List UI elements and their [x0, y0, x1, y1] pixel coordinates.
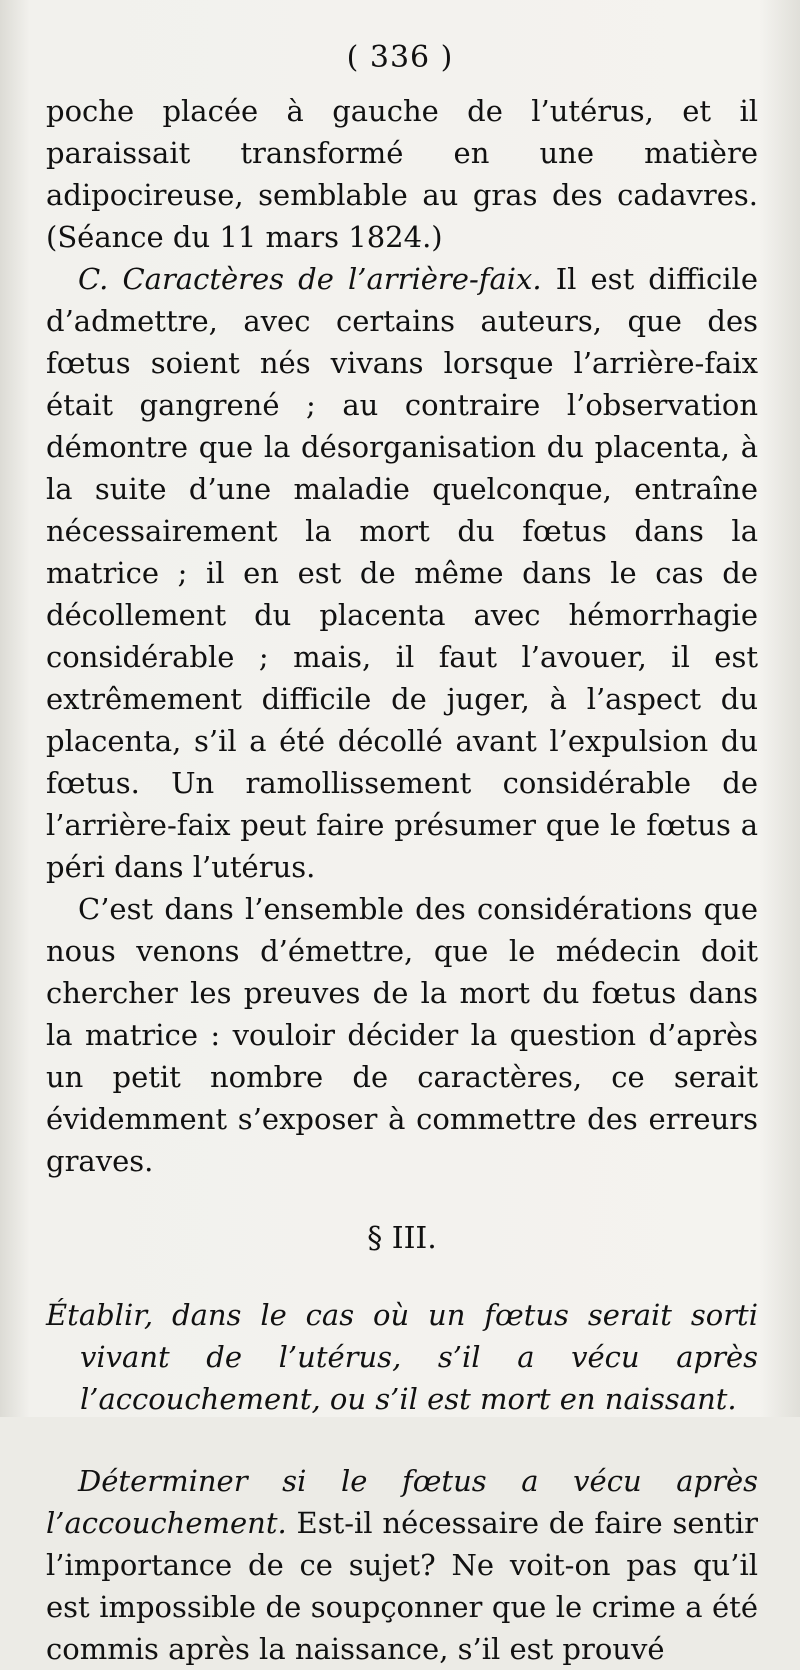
paragraph-text: Il est difficile d’admettre, avec certains auteurs, que des fœtus soient nés vivans lorsque l’arrière-faix était gangrené ; au contraire l’observation démontre que la désorganisation du placenta, à la suite d’une maladie quelconque, entraîne nécessairement la mort du fœtus dans la matrice ; il en est de même dans le cas de décollement du placenta avec hémorrhagie considérable ; mais, il faut l’avouer, il est extrêmement difficile de juger, à l’aspect du placenta, s’il a été décollé avant l’expulsion du fœtus. Un ramollissement considérable de l’arrière-faix peut faire présumer que le fœtus a péri dans l’utérus. — [46, 262, 758, 884]
page-number: ( 336 ) — [346, 40, 454, 75]
paragraph-text: Est-il nécessaire de faire sentir l’importance de ce sujet? Ne voit-on pas qu’il est impossible de soupçonner que le crime a été commis après la naissance, s’il est prouvé — [46, 1506, 758, 1666]
paragraph-conclusion: C’est dans l’ensemble des considérations que nous venons d’émettre, que le médecin doit chercher les preuves de la mort du fœtus dans la matrice : vouloir décider la question d’après un petit nombre de caractères, ce serait évidemment s’exposer à commettre des erreurs graves. — [46, 892, 758, 1178]
section-title: Établir, dans le cas où un fœtus serait sorti vivant de l’utérus, s’il a vécu après l’accouchement, ou s’il est mort en naissant. — [46, 1298, 758, 1416]
paragraph-heading: Déterminer si le fœtus a vécu après l’accouchement. — [46, 1464, 758, 1540]
section-number: § III. — [367, 1221, 437, 1256]
paragraph-continuation: poche placée à gauche de l’utérus, et il paraissait transformé en une matière adipocireuse, semblable au gras des cadavres. (Séance du 11 mars 1824.) — [46, 94, 758, 254]
page-body — [46, 90, 758, 1670]
paragraph-final — [46, 1460, 758, 1670]
paragraph-placenta — [46, 258, 758, 888]
paragraph-heading: C. Caractères de l’arrière-faix. — [78, 262, 542, 296]
